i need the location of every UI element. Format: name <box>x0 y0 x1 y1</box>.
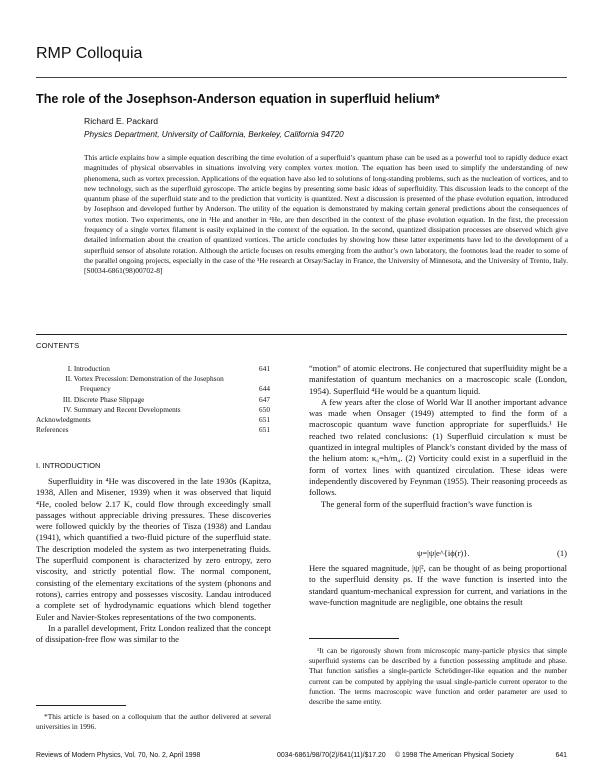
contents-heading: CONTENTS <box>36 341 80 350</box>
toc-item[interactable]: IV. Summary and Recent Developments 650 <box>63 404 270 414</box>
footer-citation: Reviews of Modern Physics, Vol. 70, No. 2, April 1998 <box>36 752 201 759</box>
paragraph: Here the squared magnitude, |ψ|², can be thought of as being proportional to the superfluid density ρs. If the wave function is inserted into the standard quantum-mechanical expression for current, and variations in the wave-function magnitude are negligible, one obtains the result <box>309 563 567 607</box>
equation-number: (1) <box>557 548 567 558</box>
abstract: This article explains how a simple equation describing the time evolution of a superfluid’s quantum phase can be used as a powerful tool to rapidly deduce exact magnitudes of physical observables in situations involving very complex vortex motion. The equation has been used to simplify the understanding of new phenomena, such as vortex precession. Applications of the equation have also led to solutions of long-standing problems, such as the nucleation of vortices, and to new technology, such as the superfluid gyroscope. The article begins by presenting some basic ideas of superfluidity. This discussion leads to the concept of the quantum phase of the superfluid state and to the prediction that vorticity is quantized. Next a discussion is presented of the phase evolution equation, introduced by Josephson and developed further by Anderson. The utility of the equation is demonstrated by making certain general predictions about the consequences of vortex motion. Two experiments, one in ³He and another in ⁴He, are then described in the context of the phase evolution equation. In the first, the precession frequency of a single vortex filament is easily explained in the context of the equation. In the second, quantized dissipation processes are observed which give detailed information about the creation of quantized vortices. The article concludes by showing how these latter experiments have led to the development of a superfluid sensor of absolute rotation. Although the article focuses on results emerging from the author’s own laboratory, the footnotes lead the reader to some of the parallel ongoing projects, especially in the case of the ³He research at Orsay/Saclay in France, the University of Minnesota, and the University of Trento, Italy. [S0034-6861(98)00702-8] <box>84 153 568 276</box>
footnote-rule-left <box>36 705 126 706</box>
toc-item[interactable]: I. Introduction 641 <box>67 364 270 373</box>
journal-header: RMP Colloquia <box>36 45 143 62</box>
toc-item[interactable]: Frequency 644 <box>80 384 270 394</box>
author-affiliation: Physics Department, University of California, Berkeley, California 94720 <box>84 130 344 139</box>
footnote-star: *This article is based on a colloquium that the author delivered at several universities in 1996. <box>36 712 271 732</box>
page-number: 641 <box>555 752 567 759</box>
table-of-contents <box>36 364 270 435</box>
section-heading: I. INTRODUCTION <box>36 461 101 470</box>
footer-copyright: © 1998 The American Physical Society <box>395 752 514 759</box>
contents-rule <box>36 334 567 335</box>
paragraph: “motion” of atomic electrons. He conjectured that superfluidity might be a manifestation of quantum mechanics on a macroscopic scale (London, 1954). Superfluid ⁴He would be a quantum liquid. <box>309 363 567 396</box>
footer-code: 0034-6861/98/70(2)/641(11)/$17.20 <box>277 752 386 759</box>
paragraph: The general form of the superfluid fraction’s wave function is <box>321 498 532 509</box>
author-name: Richard E. Packard <box>84 116 159 126</box>
header-rule <box>36 77 567 78</box>
toc-item[interactable]: Acknowledgments 651 <box>36 414 270 424</box>
paragraph: A few years after the close of World War II another important advance was made when Onsager (1949) attempted to find the form of a macroscopic quantum wave function appropriate for superfluids.¹ He reached two related conclusions: (1) Superfluid circulation κ must be quantized in integral multiples of Planck’s constant divided by the mass of the helium atom: κ₀=h/m₄. (2) Vorticity could exist in a superfluid in the form of vortex lines with quantized circulation. These ideas were independently discovered by Feynman (1955). Their reasoning proceeds as follows. <box>309 396 567 498</box>
toc-item[interactable]: References 651 <box>36 425 270 435</box>
footnote-1: ¹It can be rigorously shown from microscopic many-particle physics that simple superfluid systems can be described by a function possessing amplitude and phase. That function satisfies a single-particle Schrödinger-like equation and the number current can be computed by applying the usual single-particle current operator to the function. The terms macroscopic wave function and order parameter are used to describe the same entity. <box>309 646 567 707</box>
toc-item[interactable]: II. Vortex Precession: Demonstration of the Josephson <box>65 374 224 384</box>
body-right-column-cont <box>309 563 567 608</box>
toc-item[interactable]: III. Discrete Phase Slippage 647 <box>62 394 270 404</box>
article-title: The role of the Josephson-Anderson equation in superfluid helium* <box>36 92 440 106</box>
body-right-column <box>309 363 567 510</box>
body-left-column <box>36 476 271 645</box>
footnote-rule-right <box>309 638 399 639</box>
paragraph: Superfluidity in ⁴He was discovered in the late 1930s (Kapitza, 1938, Allen and Misener, 1939) when it was observed that liquid ⁴He, cooled below 2.17 K, could flow through exceedingly small passages without appreciable driving pressures. These discoveries were followed quickly by the theories of Tisza (1938) and Landau (1941), which quantified a two-fluid picture of the superfluid state. The description modeled the system as two interpenetrating fluids. The superfluid component is characterized by zero entropy, zero viscosity, and strictly potential flow. The normal component, consisting of the elementary excitations of the system (phonons and rotons), carries entropy and possesses viscosity. Landau introduced a complete set of hydrodynamic equations which blend together Euler and Navier-Stokes representations of the two components. <box>36 476 271 622</box>
paragraph: In a parallel development, Fritz London realized that the concept of dissipation-free flow was similar to the <box>36 622 271 645</box>
equation-text: ψ=|ψ|e^{iϕ(r)}. <box>417 548 470 558</box>
